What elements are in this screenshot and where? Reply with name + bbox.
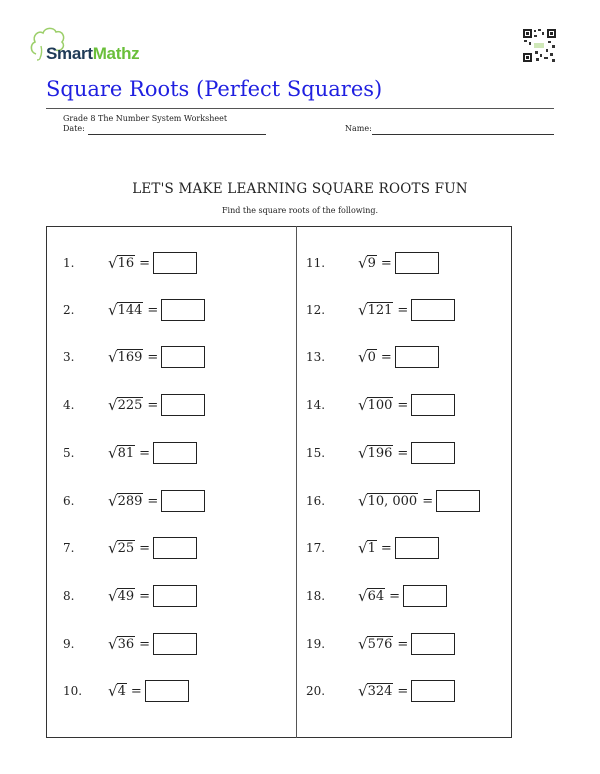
problem-number: 18. bbox=[306, 589, 326, 603]
problem-expression bbox=[108, 633, 197, 655]
square-root bbox=[108, 588, 135, 604]
radicand: 10, 000 bbox=[367, 494, 418, 509]
equals-sign: = bbox=[147, 397, 159, 413]
problem-expression bbox=[358, 585, 447, 607]
radical-icon: √ bbox=[108, 348, 118, 366]
problem-number: 15. bbox=[306, 446, 326, 460]
problem-expression bbox=[108, 299, 205, 321]
equals-sign: = bbox=[139, 255, 151, 271]
problem-expression bbox=[108, 346, 205, 368]
square-root bbox=[108, 683, 127, 699]
equals-sign: = bbox=[389, 588, 401, 604]
equals-sign: = bbox=[139, 588, 151, 604]
radicand: 289 bbox=[117, 494, 143, 509]
problem-number: 16. bbox=[306, 494, 326, 508]
radicand: 64 bbox=[367, 589, 385, 604]
equals-sign: = bbox=[380, 349, 392, 365]
answer-box[interactable] bbox=[161, 346, 205, 368]
square-root bbox=[108, 255, 135, 271]
square-root bbox=[358, 349, 377, 365]
equals-sign: = bbox=[147, 302, 159, 318]
problem-number: 12. bbox=[306, 303, 326, 317]
radicand: 36 bbox=[117, 637, 135, 652]
radicand: 81 bbox=[117, 446, 135, 461]
radicand: 196 bbox=[367, 446, 393, 461]
radicand: 121 bbox=[367, 303, 393, 318]
square-root bbox=[358, 397, 393, 413]
radical-icon: √ bbox=[108, 301, 118, 319]
problem-expression bbox=[358, 394, 455, 416]
answer-box[interactable] bbox=[395, 537, 439, 559]
radicand: 9 bbox=[367, 256, 376, 271]
worksheet-subtitle: Grade 8 The Number System Worksheet bbox=[63, 114, 228, 123]
radicand: 49 bbox=[117, 589, 135, 604]
answer-box[interactable] bbox=[403, 585, 447, 607]
equals-sign: = bbox=[397, 397, 409, 413]
logo-smart: Smart bbox=[46, 44, 93, 63]
square-root bbox=[358, 683, 393, 699]
answer-box[interactable] bbox=[153, 252, 197, 274]
radical-icon: √ bbox=[108, 444, 118, 462]
radical-icon: √ bbox=[108, 396, 118, 414]
answer-box[interactable] bbox=[161, 490, 205, 512]
answer-box[interactable] bbox=[411, 442, 455, 464]
radicand: 0 bbox=[367, 350, 376, 365]
answer-box[interactable] bbox=[411, 394, 455, 416]
logo-mathz: Mathz bbox=[92, 44, 140, 63]
radical-icon: √ bbox=[108, 682, 118, 700]
radicand: 324 bbox=[367, 684, 393, 699]
problem-expression bbox=[358, 346, 439, 368]
square-root bbox=[358, 588, 385, 604]
problem-number: 8. bbox=[63, 589, 75, 603]
problem-number: 14. bbox=[306, 398, 326, 412]
problem-expression bbox=[108, 442, 197, 464]
radicand: 4 bbox=[117, 684, 126, 699]
logo-text bbox=[46, 44, 139, 64]
radical-icon: √ bbox=[358, 635, 368, 653]
square-root bbox=[108, 445, 135, 461]
equals-sign: = bbox=[139, 540, 151, 556]
square-root bbox=[358, 302, 393, 318]
answer-box[interactable] bbox=[411, 633, 455, 655]
radical-icon: √ bbox=[358, 254, 368, 272]
radicand: 169 bbox=[117, 350, 143, 365]
problem-number: 1. bbox=[63, 256, 75, 270]
answer-box[interactable] bbox=[395, 346, 439, 368]
radical-icon: √ bbox=[358, 348, 368, 366]
problem-number: 17. bbox=[306, 541, 326, 555]
qr-code-icon bbox=[522, 28, 557, 63]
radical-icon: √ bbox=[358, 682, 368, 700]
radical-icon: √ bbox=[108, 254, 118, 272]
problem-expression bbox=[358, 299, 455, 321]
square-root bbox=[358, 540, 377, 556]
square-root bbox=[108, 540, 135, 556]
square-root bbox=[108, 349, 143, 365]
answer-box[interactable] bbox=[145, 680, 189, 702]
answer-box[interactable] bbox=[153, 537, 197, 559]
radical-icon: √ bbox=[358, 587, 368, 605]
equals-sign: = bbox=[147, 493, 159, 509]
equals-sign: = bbox=[130, 683, 142, 699]
radicand: 225 bbox=[117, 398, 143, 413]
equals-sign: = bbox=[139, 636, 151, 652]
problem-number: 13. bbox=[306, 350, 326, 364]
radical-icon: √ bbox=[108, 635, 118, 653]
problem-expression bbox=[358, 537, 439, 559]
square-root bbox=[358, 636, 393, 652]
square-root bbox=[108, 397, 143, 413]
radical-icon: √ bbox=[358, 444, 368, 462]
radicand: 144 bbox=[117, 303, 143, 318]
square-root bbox=[108, 636, 135, 652]
answer-box[interactable] bbox=[153, 442, 197, 464]
answer-box[interactable] bbox=[161, 394, 205, 416]
radicand: 100 bbox=[367, 398, 393, 413]
problem-expression bbox=[108, 537, 197, 559]
radicand: 1 bbox=[367, 541, 376, 556]
problem-number: 5. bbox=[63, 446, 75, 460]
answer-box[interactable] bbox=[161, 299, 205, 321]
answer-box[interactable] bbox=[411, 299, 455, 321]
square-root bbox=[108, 493, 143, 509]
column-divider bbox=[296, 226, 297, 738]
problem-expression bbox=[358, 442, 455, 464]
smartmathz-logo bbox=[28, 24, 168, 68]
problem-number: 11. bbox=[306, 256, 326, 270]
equals-sign: = bbox=[380, 255, 392, 271]
problem-expression bbox=[358, 633, 455, 655]
radical-icon: √ bbox=[108, 587, 118, 605]
name-label: Name: bbox=[345, 124, 372, 133]
title-rule bbox=[46, 108, 554, 109]
page-title: Square Roots (Perfect Squares) bbox=[46, 77, 383, 101]
problem-number: 4. bbox=[63, 398, 75, 412]
answer-box[interactable] bbox=[395, 252, 439, 274]
problem-expression bbox=[108, 585, 197, 607]
problem-number: 2. bbox=[63, 303, 75, 317]
problem-number: 6. bbox=[63, 494, 75, 508]
equals-sign: = bbox=[397, 445, 409, 461]
equals-sign: = bbox=[422, 493, 434, 509]
equals-sign: = bbox=[397, 302, 409, 318]
date-label: Date: bbox=[63, 124, 85, 133]
problem-number: 10. bbox=[63, 684, 83, 698]
equals-sign: = bbox=[380, 540, 392, 556]
answer-box[interactable] bbox=[436, 490, 480, 512]
name-field[interactable] bbox=[372, 134, 554, 135]
problem-expression bbox=[358, 252, 439, 274]
problem-number: 20. bbox=[306, 684, 326, 698]
instructions: Find the square roots of the following. bbox=[221, 206, 379, 215]
problem-number: 19. bbox=[306, 637, 326, 651]
radical-icon: √ bbox=[358, 301, 368, 319]
radical-icon: √ bbox=[108, 492, 118, 510]
radicand: 576 bbox=[367, 637, 393, 652]
radical-icon: √ bbox=[358, 539, 368, 557]
answer-box[interactable] bbox=[153, 585, 197, 607]
problem-expression bbox=[358, 490, 480, 512]
radical-icon: √ bbox=[358, 396, 368, 414]
answer-box[interactable] bbox=[411, 680, 455, 702]
square-root bbox=[358, 445, 393, 461]
radicand: 25 bbox=[117, 541, 135, 556]
radical-icon: √ bbox=[358, 492, 368, 510]
equals-sign: = bbox=[147, 349, 159, 365]
section-heading: LET'S MAKE LEARNING SQUARE ROOTS FUN bbox=[132, 181, 468, 197]
problem-expression bbox=[108, 394, 205, 416]
problem-expression bbox=[108, 680, 189, 702]
problem-number: 3. bbox=[63, 350, 75, 364]
equals-sign: = bbox=[397, 636, 409, 652]
square-root bbox=[108, 302, 143, 318]
problem-number: 7. bbox=[63, 541, 75, 555]
equals-sign: = bbox=[397, 683, 409, 699]
square-root bbox=[358, 255, 377, 271]
answer-box[interactable] bbox=[153, 633, 197, 655]
problem-expression bbox=[108, 490, 205, 512]
radical-icon: √ bbox=[108, 539, 118, 557]
equals-sign: = bbox=[139, 445, 151, 461]
problem-number: 9. bbox=[63, 637, 75, 651]
problem-expression bbox=[358, 680, 455, 702]
problem-expression bbox=[108, 252, 197, 274]
date-field[interactable] bbox=[88, 134, 266, 135]
square-root bbox=[358, 493, 418, 509]
radicand: 16 bbox=[117, 256, 135, 271]
